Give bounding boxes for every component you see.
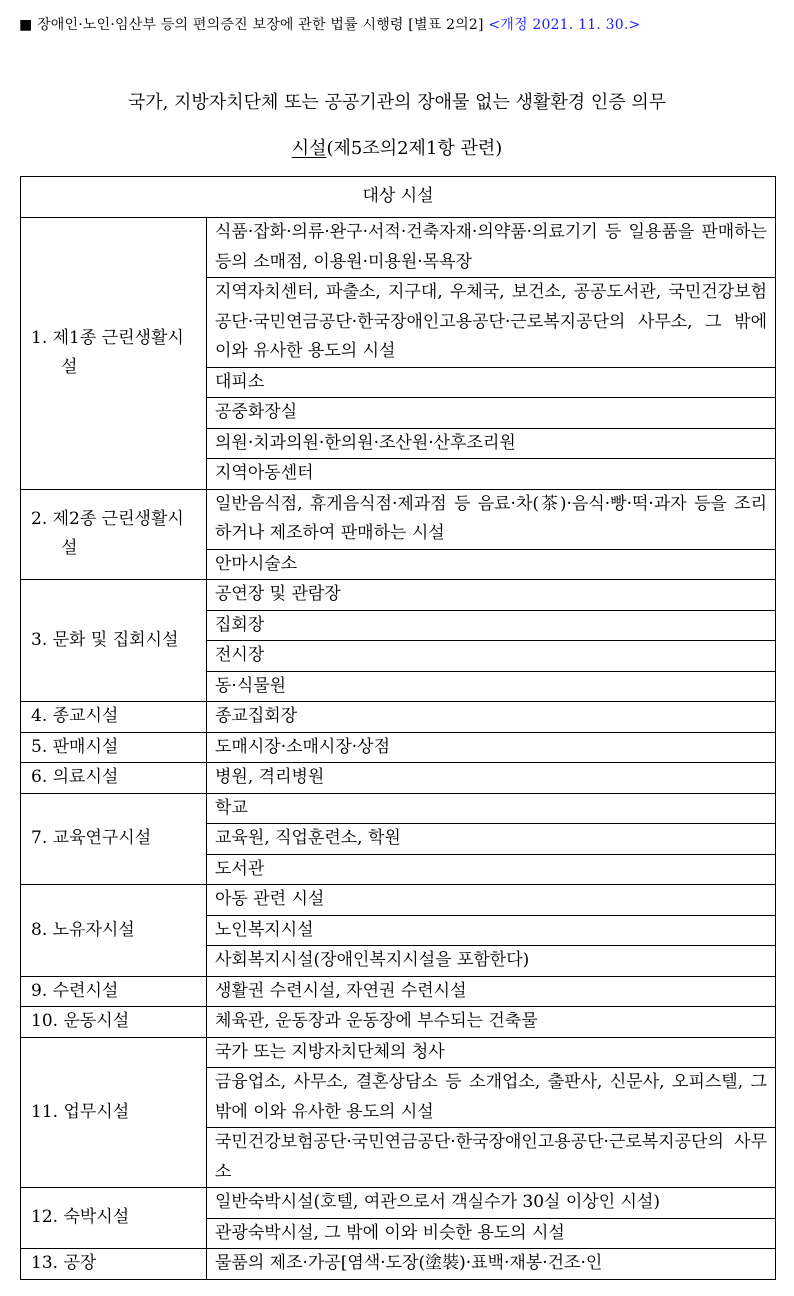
facility-item: 공중화장실	[207, 398, 776, 429]
facility-item: 지역아동센터	[207, 459, 776, 490]
table-row	[21, 702, 776, 733]
facility-item: 도서관	[207, 854, 776, 885]
category-cell	[21, 1249, 207, 1280]
page-title-line1: 국가, 지방자치단체 또는 공공기관의 장애물 없는 생활환경 인증 의무	[127, 92, 667, 113]
category-cell	[21, 489, 207, 580]
facility-table-body	[21, 177, 776, 1280]
category-cell	[21, 1037, 207, 1188]
category-label: 2. 제2종 근린생활시설	[31, 508, 184, 559]
table-row	[21, 976, 776, 1007]
facility-item: 체육관, 운동장과 운동장에 부수되는 건축물	[207, 1007, 776, 1038]
facility-item: 일반숙박시설(호텔, 여관으로서 객실수가 30실 이상인 시설)	[207, 1188, 776, 1219]
facility-item: 노인복지시설	[207, 915, 776, 946]
table-header-row	[21, 177, 776, 218]
title-article-reference: (제5조의2제1항 관련)	[326, 138, 503, 159]
category-label: 12. 숙박시설	[31, 1207, 130, 1228]
facility-item: 지역자치센터, 파출소, 지구대, 우체국, 보건소, 공공도서관, 국민건강보험공단·국민연금공단·한국장애인고용공단·근로복지공단의 사무소, 그 밖에 이와 유사한 용도의 시설	[207, 278, 776, 368]
table-row	[21, 1188, 776, 1219]
table-row	[21, 885, 776, 916]
facility-item: 의원·치과의원·한의원·조산원·산후조리원	[207, 428, 776, 459]
page-title-line2	[0, 134, 794, 160]
facility-item: 집회장	[207, 610, 776, 641]
category-label: 13. 공장	[31, 1253, 97, 1273]
facility-item: 아동 관련 시설	[207, 885, 776, 916]
category-label: 6. 의료시설	[31, 767, 119, 787]
table-row	[21, 218, 776, 278]
table-row	[21, 580, 776, 611]
table-header-cell: 대상 시설	[21, 177, 776, 218]
facility-item: 생활권 수련시설, 자연권 수련시설	[207, 976, 776, 1007]
category-label: 1. 제1종 근린생활시설	[31, 327, 184, 378]
category-cell	[21, 763, 207, 794]
facility-item: 종교집회장	[207, 702, 776, 733]
facility-item: 사회복지시설(장애인복지시설을 포함한다)	[207, 946, 776, 977]
category-cell	[21, 793, 207, 885]
category-label: 8. 노유자시설	[31, 919, 135, 940]
category-label: 7. 교육연구시설	[31, 828, 152, 848]
table-row	[21, 1037, 776, 1068]
category-label: 4. 종교시설	[31, 706, 119, 726]
category-cell	[21, 732, 207, 763]
table-row	[21, 763, 776, 794]
category-cell	[21, 885, 207, 977]
table-row	[21, 732, 776, 763]
table-row	[21, 1007, 776, 1038]
facility-item: 식품·잡화·의류·완구·서적·건축자재·의약품·의료기기 등 일용품을 판매하는 등의 소매점, 이용원·미용원·목욕장	[207, 218, 776, 278]
category-label: 9. 수련시설	[31, 980, 119, 1001]
facility-item: 국민건강보험공단·국민연금공단·한국장애인고용공단·근로복지공단의 사무소	[207, 1128, 776, 1188]
title-underlined-part: 시설	[291, 138, 327, 159]
facility-item: 전시장	[207, 641, 776, 672]
facility-table	[20, 176, 776, 1280]
facility-item: 안마시술소	[207, 549, 776, 580]
category-label: 5. 판매시설	[31, 736, 119, 757]
law-reference: ■ 장애인·노인·임산부 등의 편의증진 보장에 관한 법률 시행령 [별표 2의2]	[19, 17, 484, 33]
facility-item: 물품의 제조·가공[염색·도장(塗裝)·표백·재봉·건조·인	[207, 1249, 776, 1280]
facility-item: 교육원, 직업훈련소, 학원	[207, 824, 776, 855]
category-cell	[21, 702, 207, 733]
facility-item: 도매시장·소매시장·상점	[207, 732, 776, 763]
facility-item: 일반음식점, 휴게음식점·제과점 등 음료·차(茶)·음식·빵·떡·과자 등을 조리하거나 제조하여 판매하는 시설	[207, 489, 776, 549]
table-row	[21, 489, 776, 549]
category-label: 3. 문화 및 집회시설	[31, 629, 179, 650]
category-cell	[21, 976, 207, 1007]
revision-date: <개정 2021. 11. 30.>	[488, 17, 641, 33]
facility-item: 관광숙박시설, 그 밖에 이와 비슷한 용도의 시설	[207, 1218, 776, 1249]
category-cell	[21, 1188, 207, 1249]
category-cell	[21, 218, 207, 490]
table-row	[21, 1249, 776, 1280]
category-label: 10. 운동시설	[31, 1011, 130, 1031]
category-cell	[21, 1007, 207, 1038]
facility-item: 학교	[207, 793, 776, 824]
facility-item: 동·식물원	[207, 671, 776, 702]
document-header	[19, 14, 640, 34]
facility-item: 대피소	[207, 367, 776, 398]
facility-item: 국가 또는 지방자치단체의 청사	[207, 1037, 776, 1068]
category-label: 11. 업무시설	[31, 1101, 130, 1122]
facility-item: 병원, 격리병원	[207, 763, 776, 794]
facility-item: 공연장 및 관람장	[207, 580, 776, 611]
table-row	[21, 793, 776, 824]
category-cell	[21, 580, 207, 702]
facility-item: 금융업소, 사무소, 결혼상담소 등 소개업소, 출판사, 신문사, 오피스텔, 그 밖에 이와 유사한 용도의 시설	[207, 1068, 776, 1128]
